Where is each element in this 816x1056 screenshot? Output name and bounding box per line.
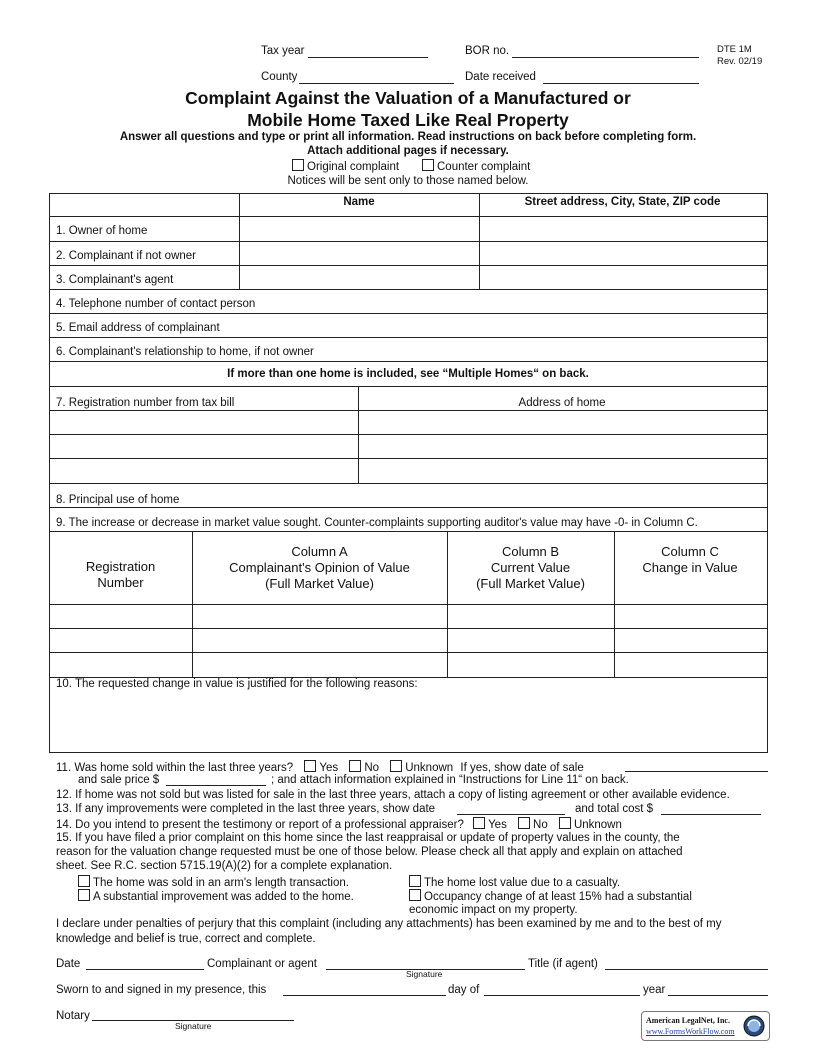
declaration-line1: I declare under penalties of perjury that this complaint (including any attachments) has been examined by me and to the best of my — [56, 918, 722, 930]
opt-occupancy-label-2: economic impact on my property. — [409, 904, 578, 916]
opt-sold-checkbox[interactable] — [78, 875, 90, 887]
telephone-label: 4. Telephone number of contact person — [56, 298, 256, 310]
principal-use-label: 8. Principal use of home — [56, 494, 180, 506]
date-received-label: Date received — [465, 71, 536, 83]
column-a-header: Column A — [291, 544, 348, 559]
legalnet-badge[interactable] — [641, 1011, 770, 1041]
value-sought-label: 9. The increase or decrease in market value sought. Counter-complaints supporting auditor's value may have -0- in Column C. — [56, 517, 698, 529]
tax-year-field[interactable] — [308, 57, 428, 58]
complainant-sig-label: Complainant or agent — [207, 958, 317, 970]
opt-improvement-checkbox[interactable] — [78, 889, 90, 901]
notice-text: Notices will be sent only to those named below. — [287, 175, 529, 187]
sworn-day-field[interactable] — [283, 995, 446, 996]
q14-yes-label: Yes — [488, 819, 507, 831]
q14-unknown-label: Unknown — [573, 819, 622, 831]
relationship-label: 6. Complainant's relationship to home, if not owner — [56, 346, 314, 358]
q14-text: 14. Do you intend to present the testimony or report of a professional appraiser? — [56, 819, 464, 831]
address-of-home-header: Address of home — [518, 397, 606, 409]
county-label: County — [261, 71, 298, 83]
multiple-homes-note: If more than one home is included, see “Multiple Homes“ on back. — [227, 368, 589, 380]
tax-year-label: Tax year — [261, 45, 305, 57]
q11-no-checkbox[interactable] — [349, 760, 361, 772]
q11-yes-label: Yes — [319, 762, 339, 774]
q13-cost-label: and total cost $ — [575, 803, 653, 815]
form-id: DTE 1M — [717, 44, 752, 55]
column-a-note: (Full Market Value) — [265, 576, 374, 591]
q11-text: 11. Was home sold within the last three years? — [56, 762, 294, 774]
declaration-line2: knowledge and belief is true, correct and complete. — [56, 933, 316, 945]
q12-text: 12. If home was not sold but was listed for sale in the last three years, attach a copy of listing agreement or other available evidence. — [56, 789, 730, 801]
improvement-cost-field[interactable] — [661, 814, 761, 815]
q11-unknown-label: Unknown — [405, 762, 454, 774]
column-c-subtitle: Change in Value — [642, 560, 738, 575]
agent-label: 3. Complainant's agent — [56, 274, 174, 286]
signature-caption: Signature — [406, 969, 443, 979]
column-b-note: (Full Market Value) — [476, 576, 585, 591]
sworn-label: Sworn to and signed in my presence, this — [56, 984, 267, 996]
form-title-line1: Complaint Against the Valuation of a Manufactured or — [185, 88, 631, 108]
q14-yes-checkbox[interactable] — [473, 817, 485, 829]
opt-sold-label: The home was sold in an arm's length transaction. — [93, 877, 349, 889]
notary-label: Notary — [56, 1010, 90, 1022]
registration-label: 7. Registration number from tax bill — [56, 397, 235, 409]
column-b-header: Column B — [501, 544, 560, 559]
form-title-line2: Mobile Home Taxed Like Real Property — [247, 110, 569, 130]
day-of-label: day of — [448, 984, 480, 996]
original-complaint-checkbox[interactable] — [292, 159, 304, 171]
opt-occupancy-checkbox[interactable] — [409, 889, 421, 901]
q11-no-label: No — [364, 762, 380, 774]
q11-yes-checkbox[interactable] — [304, 760, 316, 772]
sworn-month-field[interactable] — [484, 995, 640, 996]
col-address-header: Street address, City, State, ZIP code — [524, 196, 721, 208]
title-label: Title (if agent) — [528, 958, 598, 970]
county-field[interactable] — [299, 83, 454, 84]
q11-sale-date-label: If yes, show date of sale — [460, 762, 584, 774]
original-complaint-label: Original complaint — [307, 161, 400, 173]
q14-no-checkbox[interactable] — [518, 817, 530, 829]
q15-text-2: reason for the valuation change requested must be one of those below. Please check all that apply and explain on attached — [56, 846, 683, 858]
legalnet-brand: American LegalNet, Inc. — [646, 1016, 730, 1025]
q14-no-label: No — [533, 819, 548, 831]
counter-complaint-label: Counter complaint — [437, 161, 531, 173]
col-name-header: Name — [343, 196, 375, 208]
sale-date-field[interactable] — [625, 771, 768, 772]
q15-text-3: sheet. See R.C. section 5715.19(A)(2) for a complete explanation. — [56, 860, 393, 872]
email-label: 5. Email address of complainant — [56, 322, 220, 334]
q11-sale-price-label: and sale price $ — [78, 774, 160, 786]
reasons-label: 10. The requested change in value is justified for the following reasons: — [56, 678, 418, 690]
bor-field[interactable] — [512, 57, 699, 58]
improvement-date-field[interactable] — [457, 814, 565, 815]
column-b-subtitle: Current Value — [490, 560, 571, 575]
q11-attach-text: ; and attach information explained in “Instructions for Line 11“ on back. — [271, 774, 629, 786]
bor-label: BOR no. — [465, 45, 510, 57]
column-a-subtitle: Complainant's Opinion of Value — [229, 560, 410, 575]
q14-unknown-checkbox[interactable] — [559, 817, 571, 829]
owner-label: 1. Owner of home — [56, 225, 148, 237]
sale-price-field[interactable] — [166, 785, 266, 786]
instructions-line2: Attach additional pages if necessary. — [307, 145, 509, 157]
reg-number-header-1: Registration — [85, 559, 156, 574]
year-label: year — [643, 984, 666, 996]
q13-text: 13. If any improvements were completed in the last three years, show date — [56, 803, 436, 815]
date-label: Date — [56, 958, 81, 970]
opt-casualty-checkbox[interactable] — [409, 875, 421, 887]
form-revision: Rev. 02/19 — [717, 56, 763, 67]
legalnet-globe-icon — [742, 1014, 766, 1038]
sworn-year-field[interactable] — [668, 995, 768, 996]
column-c-header: Column C — [661, 544, 719, 559]
counter-complaint-checkbox[interactable] — [422, 159, 434, 171]
opt-casualty-label: The home lost value due to a casualty. — [424, 877, 621, 889]
legalnet-url[interactable]: www.FormsWorkFlow.com — [646, 1027, 735, 1036]
complainant-label: 2. Complainant if not owner — [56, 250, 196, 262]
reg-number-header-2: Number — [97, 575, 144, 590]
notary-signature-caption: Signature — [175, 1021, 212, 1031]
instructions-line1: Answer all questions and type or print all information. Read instructions on back before completing form. — [119, 131, 697, 143]
date-field[interactable] — [86, 969, 204, 970]
q15-text-1: 15. If you have filed a prior complaint on this home since the last reappraisal or update of property values in the county, the — [56, 832, 680, 844]
opt-occupancy-label: Occupancy change of at least 15% had a substantial — [424, 891, 692, 903]
title-field[interactable] — [605, 969, 768, 970]
q11-unknown-checkbox[interactable] — [390, 760, 402, 772]
date-received-field[interactable] — [543, 83, 699, 84]
opt-improvement-label: A substantial improvement was added to the home. — [93, 891, 354, 903]
